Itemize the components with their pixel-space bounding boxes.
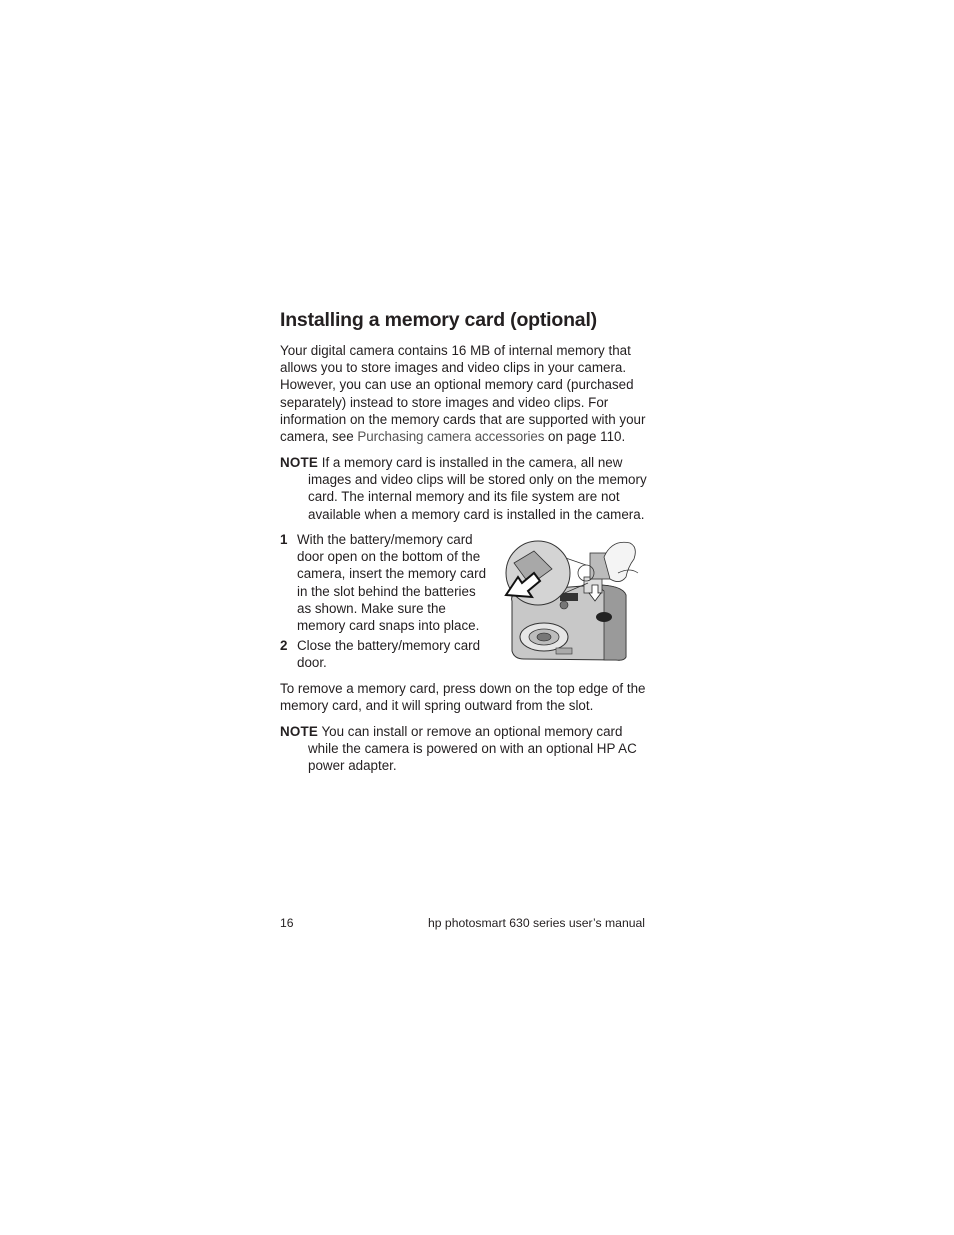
- purchasing-accessories-link[interactable]: Purchasing camera accessories: [357, 429, 545, 445]
- step-number: 2: [280, 638, 288, 653]
- intro-text-end: on page 110.: [544, 429, 626, 445]
- step-text: Close the battery/memory card door.: [297, 638, 481, 671]
- note-text: If a memory card is installed in the camera, all new images and video clips will be stored only on the memory card. The internal memory and its file system are not available when a memory card is installed in the camera.: [308, 455, 647, 522]
- step-1: [280, 531, 490, 634]
- intro-text: Your digital camera contains 16 MB of internal memory that allows you to store images and video clips in your camera. However, you can use an optional memory card (purchased separately) instead to store images and video clips. For information on the memory cards that are supported with your camera, see: [280, 343, 646, 445]
- note-label: NOTE: [280, 455, 318, 470]
- manual-title: hp photosmart 630 series user’s manual: [427, 916, 645, 930]
- removal-paragraph: To remove a memory card, press down on the top edge of the memory card, and it will spring outward from the slot.: [280, 681, 646, 714]
- step-text: With the battery/memory card door open on the bottom of the camera, insert the memory card in the slot behind the batteries as shown. Make sure the memory card snaps into place.: [297, 532, 487, 634]
- section-title: Installing a memory card (optional): [280, 309, 597, 331]
- note-label: NOTE: [280, 724, 318, 739]
- step-number: 1: [280, 532, 288, 547]
- camera-memory-card-illustration: [500, 533, 640, 665]
- note-ac-adapter: [280, 723, 650, 775]
- intro-paragraph: [280, 342, 650, 445]
- note-internal-memory: [280, 454, 650, 523]
- note-text: You can install or remove an optional memory card while the camera is powered on with an optional HP AC power adapter.: [308, 724, 637, 774]
- page-number: 16: [280, 916, 294, 930]
- step-2: [280, 637, 490, 671]
